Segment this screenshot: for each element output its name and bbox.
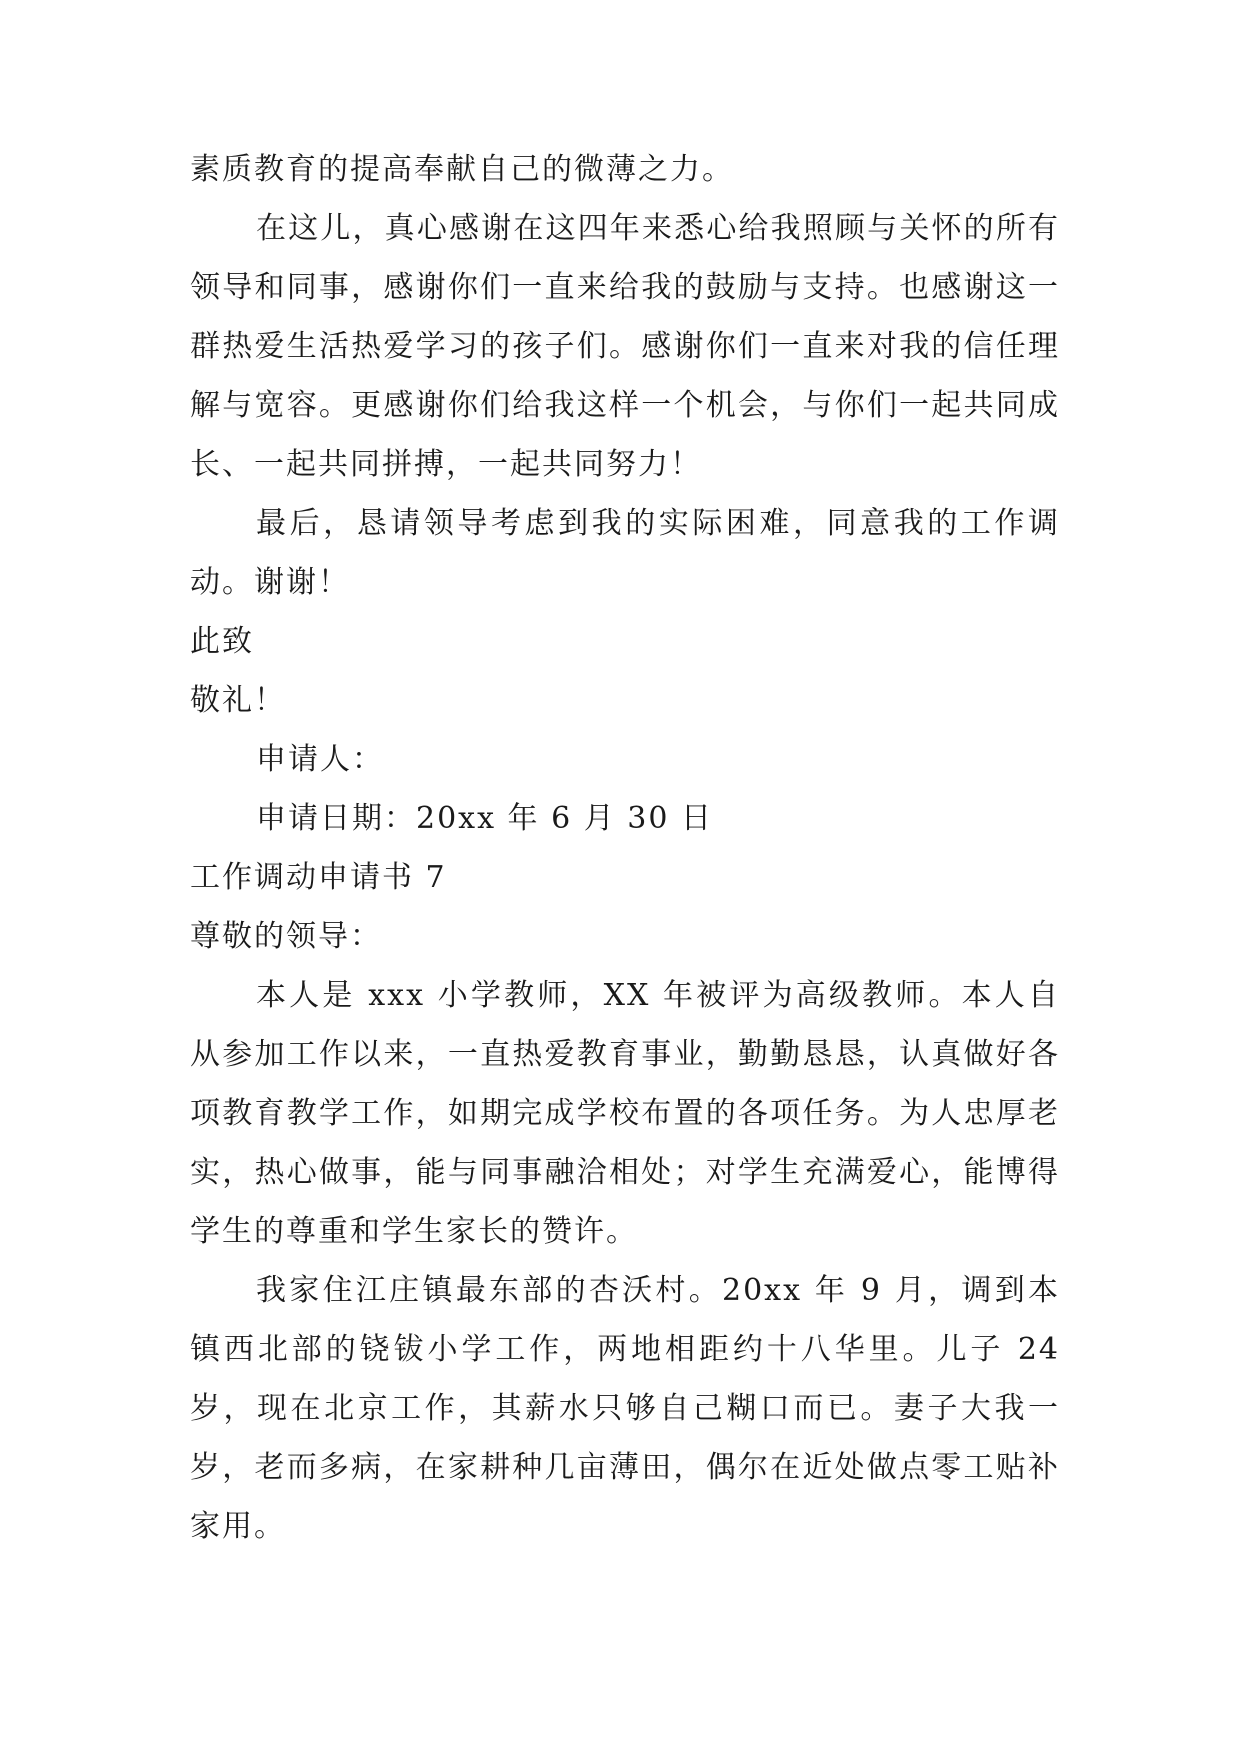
- paragraph-continuation: 素质教育的提高奉献自己的微薄之力。: [190, 152, 734, 187]
- salutation: 尊敬的领导：: [190, 919, 382, 954]
- paragraph-family-situation: 我家住江庄镇最东部的杏沃村。20xx 年 9 月，调到本镇西北部的铙钹小学工作，两地相距约十八华里。儿子 24 岁，现在北京工作，其薪水只够自己糊口而已。妻子大我一岁，老而多病，在家耕种几亩薄田，偶尔在近处做点零工贴补家用。: [190, 1273, 1060, 1544]
- closing-line-2: 敬礼！: [190, 683, 286, 718]
- paragraph-thanks: 在这儿，真心感谢在这四年来悉心给我照顾与关怀的所有领导和同事，感谢你们一直来给我的鼓励与支持。也感谢这一群热爱生活热爱学习的孩子们。感谢你们一直来对我的信任理解与宽容。更感谢你们给我这样一个机会，与你们一起共同成长、一起共同拼搏，一起共同努力！: [190, 211, 1060, 482]
- paragraph-final-request: 最后，恳请领导考虑到我的实际困难，同意我的工作调动。谢谢！: [190, 506, 1060, 600]
- section-title: 工作调动申请书 7: [190, 860, 447, 895]
- applicant-line: 申请人：: [256, 742, 384, 777]
- date-line: 申请日期：20xx 年 6 月 30 日: [256, 801, 713, 836]
- closing-line-1: 此致: [190, 624, 254, 659]
- paragraph-introduction: 本人是 xxx 小学教师，XX 年被评为高级教师。本人自从参加工作以来，一直热爱教育事业，勤勤恳恳，认真做好各项教育教学工作，如期完成学校布置的各项任务。为人忠厚老实，热心做事，能与同事融洽相处；对学生充满爱心，能博得学生的尊重和学生家长的赞许。: [190, 978, 1060, 1249]
